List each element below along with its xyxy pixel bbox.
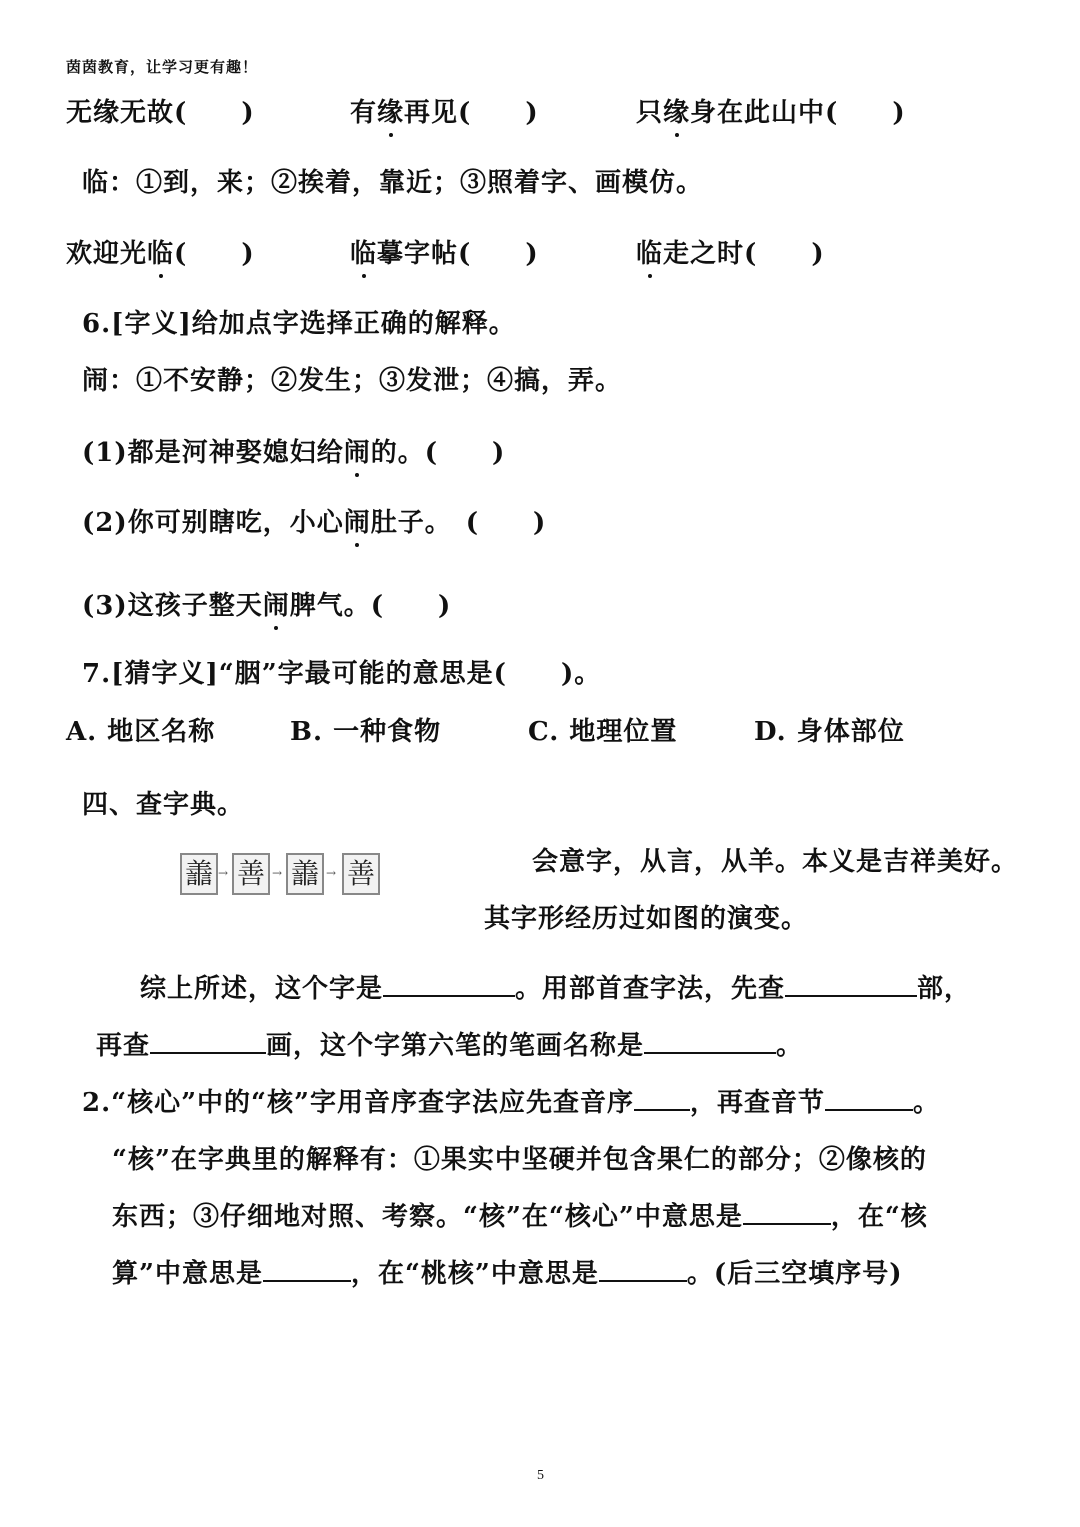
- question-2-line-4: 算”中意思是 ，在“桃核”中意思是 。(后三空填序号): [112, 1259, 903, 1289]
- page-header: 茵茵教育，让学习更有趣！: [66, 58, 259, 76]
- question-7-title: 7.[猜字义]“胭”字最可能的意思是( )。: [82, 659, 602, 689]
- answer-blank[interactable]: [150, 1048, 266, 1054]
- sentence-1: (1)都是河神娶媳妇给闹的。( ): [82, 432, 505, 469]
- question-2-line-3: 东西；③仔细地对照、考察。“核”在“核心”中意思是 ，在“核: [112, 1202, 928, 1232]
- option-a: A. 地区名称: [66, 717, 216, 747]
- page-number: 5: [537, 1468, 544, 1483]
- word-item: 欢迎光临( ): [66, 233, 255, 270]
- arrow-icon: →: [272, 866, 283, 880]
- answer-blank[interactable]: [644, 1048, 776, 1054]
- option-b: B. 一种食物: [290, 717, 442, 747]
- answer-blank[interactable]: [825, 1105, 913, 1111]
- glyph-stage-3: 譱: [286, 853, 324, 895]
- section-4-title: 四、查字典。: [82, 790, 245, 820]
- answer-blank[interactable]: [599, 1276, 687, 1282]
- fill-line-1: 综上所述，这个字是 。用部首查字法，先查 部，: [140, 974, 972, 1004]
- glyph-stage-4: 善: [342, 853, 380, 895]
- answer-blank[interactable]: [785, 991, 917, 997]
- option-c: C. 地理位置: [528, 717, 678, 747]
- option-d: D. 身体部位: [754, 717, 905, 747]
- answer-blank[interactable]: [743, 1219, 831, 1225]
- arrow-icon: →: [326, 866, 337, 880]
- sentence-3: (3)这孩子整天闹脾气。( ): [82, 585, 451, 622]
- definition-lin: 临：①到，来；②挨着，靠近；③照着字、画模仿。: [82, 168, 704, 198]
- sentence-2: (2)你可别瞎吃，小心闹肚子。 ( ): [82, 502, 546, 539]
- word-item: 有缘再见( ): [350, 92, 539, 129]
- arrow-icon: →: [218, 866, 229, 880]
- fill-line-2: 再查 画，这个字第六笔的笔画名称是 。: [96, 1031, 804, 1061]
- answer-blank[interactable]: [263, 1276, 351, 1282]
- word-item: 只缘身在此山中( ): [636, 92, 906, 129]
- word-item: 无缘无故( ): [66, 98, 255, 128]
- char-description-1: 会意字，从言，从羊。本义是吉祥美好。: [532, 847, 1019, 877]
- glyph-stage-2: 善: [232, 853, 270, 895]
- question-2-line-2: “核”在字典里的解释有：①果实中坚硬并包含果仁的部分；②像核的: [112, 1145, 927, 1175]
- char-description-2: 其字形经历过如图的演变。: [484, 904, 809, 934]
- word-item: 临摹字帖( ): [350, 233, 539, 270]
- glyph-stage-1: 譱: [180, 853, 218, 895]
- question-2-line-1: 2.“核心”中的“核”字用音序查字法应先查音序 ，再查音节 。: [82, 1088, 940, 1118]
- answer-blank[interactable]: [383, 991, 515, 997]
- word-item: 临走之时( ): [636, 233, 825, 270]
- question-6-title: 6.[字义]给加点字选择正确的解释。: [82, 309, 516, 339]
- answer-blank[interactable]: [634, 1105, 690, 1111]
- definition-nao: 闹：①不安静；②发生；③发泄；④搞，弄。: [82, 366, 623, 396]
